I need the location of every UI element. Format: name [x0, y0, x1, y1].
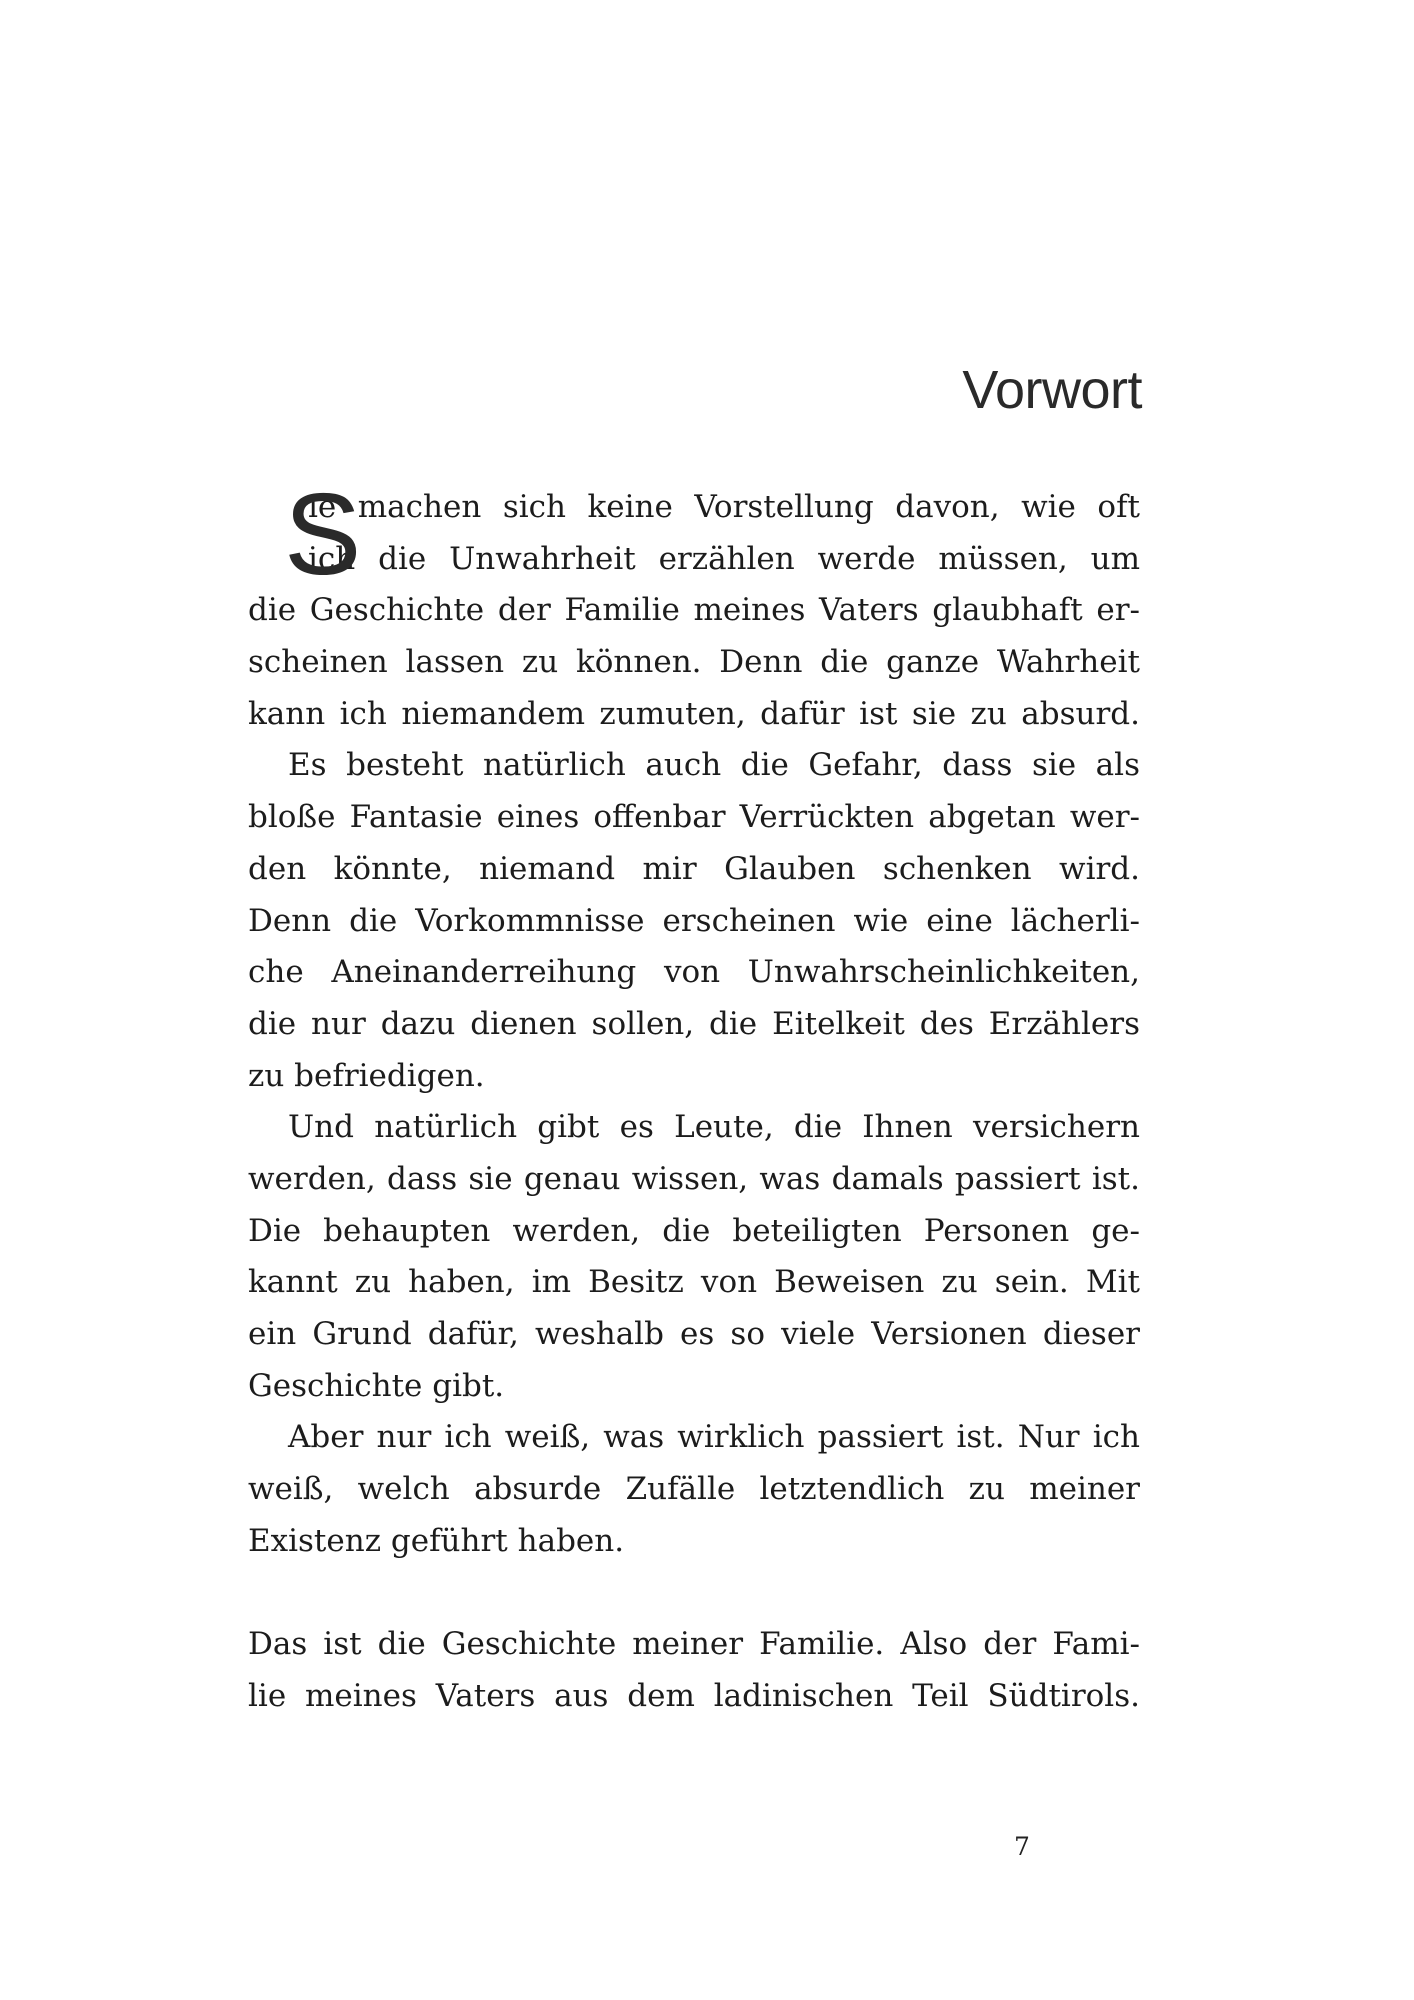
text-line: Und natürlich gibt es Leute, die Ihnen versichern — [288, 1109, 1140, 1146]
text-line: kann ich niemandem zumuten, dafür ist sie zu absurd. — [248, 695, 1140, 732]
text-line: Existenz geführt haben. — [248, 1522, 625, 1559]
text-line: werden, dass sie genau wissen, was damals passiert ist. — [248, 1160, 1140, 1197]
paragraph-gap — [248, 1567, 1140, 1619]
text-line: ie machen sich keine Vorstellung davon, wie oft — [308, 489, 1140, 525]
text-line: Das ist die Geschichte meiner Familie. Also der Fami- — [248, 1626, 1140, 1663]
text-line: scheinen lassen zu können. Denn die ganze Wahrheit — [248, 644, 1140, 681]
page-number: 7 — [1014, 1832, 1030, 1861]
drop-cap-initial: S — [284, 469, 362, 599]
text-line: ich die Unwahrheit erzählen werde müssen, um — [308, 540, 1140, 577]
text-line: die nur dazu dienen sollen, die Eitelkeit des Erzählers — [248, 1005, 1140, 1042]
page-title: Vorwort — [962, 360, 1142, 420]
text-line: Denn die Vorkommnisse erscheinen wie eine lächerli- — [248, 902, 1140, 939]
text-line: lie meines Vaters aus dem ladinischen Teil Südtirols. — [248, 1677, 1140, 1714]
text-line: kannt zu haben, im Besitz von Beweisen zu sein. Mit — [248, 1264, 1140, 1301]
text-line: Geschichte gibt. — [248, 1367, 505, 1404]
text-line: weiß, welch absurde Zufälle letztendlich zu meiner — [248, 1471, 1140, 1508]
text-line: Es besteht natürlich auch die Gefahr, dass sie als — [288, 747, 1140, 784]
text-line: Die behaupten werden, die beteiligten Personen ge- — [248, 1212, 1140, 1249]
text-line: zu befriedigen. — [248, 1057, 485, 1094]
text-line: bloße Fantasie eines offenbar Verrückten abgetan wer- — [248, 799, 1140, 836]
text-line: den könnte, niemand mir Glauben schenken wird. — [248, 850, 1140, 887]
text-line: che Aneinanderreihung von Unwahrscheinlichkeiten, — [248, 954, 1140, 991]
text-line: Aber nur ich weiß, was wirklich passiert ist. Nur ich — [288, 1419, 1140, 1456]
body-text — [248, 469, 1140, 1723]
text-line: ein Grund dafür, weshalb es so viele Versionen dieser — [248, 1316, 1140, 1352]
text-line: die Geschichte der Familie meines Vaters glaubhaft er- — [248, 592, 1140, 629]
